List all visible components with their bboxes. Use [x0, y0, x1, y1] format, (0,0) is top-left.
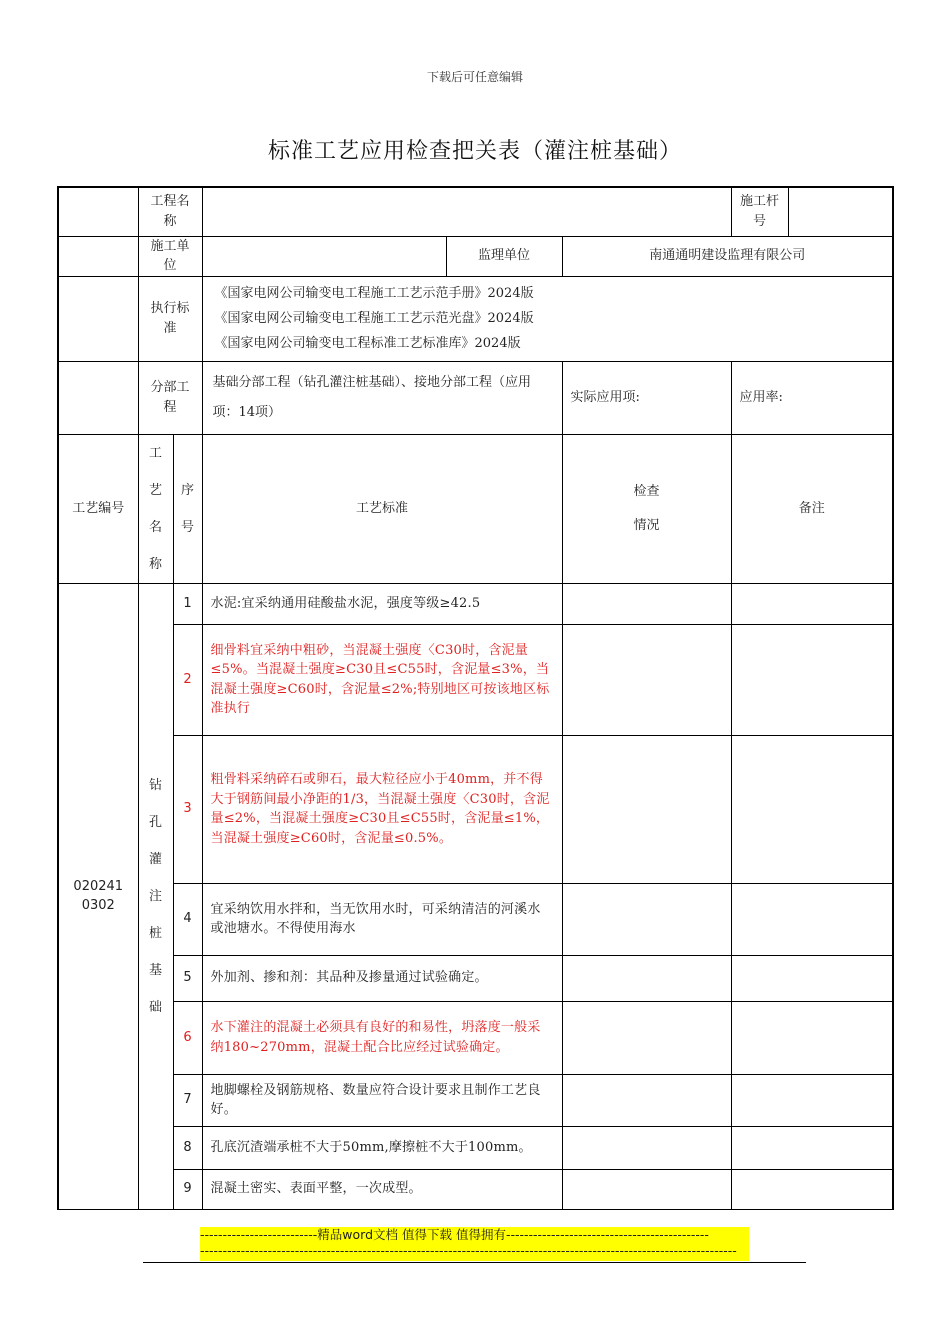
construction-unit-value[interactable]: [202, 236, 446, 276]
process-name: 钻孔灌注桩基础: [138, 583, 173, 1209]
standard-item: 《国家电网公司输变电工程施工工艺示范手册》2024版: [214, 286, 534, 301]
column-header-row: [58, 434, 893, 583]
promo-line: --------------------------精品word文档 值得下载 值得拥有---------------------------------------------: [200, 1227, 709, 1242]
inspection-table: [57, 186, 894, 1210]
promo-banner: [200, 1227, 749, 1261]
item-remarks-cell[interactable]: [731, 735, 893, 883]
promo-line: -----------------------------------------------------------------------------------------------------------------------: [200, 1243, 737, 1258]
column-name-header: 工艺名称: [138, 434, 173, 583]
tower-no-value[interactable]: [788, 187, 893, 236]
item-check-cell[interactable]: [562, 955, 731, 1001]
column-check-header: 检查情况: [562, 434, 731, 583]
table-row: [58, 735, 893, 883]
item-remarks-cell[interactable]: [731, 1169, 893, 1209]
project-name-label: 工程名称: [138, 187, 202, 236]
table-row: [58, 1169, 893, 1209]
project-name-value[interactable]: [202, 187, 731, 236]
construction-unit-row: [58, 236, 893, 276]
item-seq: 1: [173, 583, 202, 624]
item-remarks-cell[interactable]: [731, 624, 893, 735]
item-remarks-cell[interactable]: [731, 1074, 893, 1126]
item-seq: 2: [173, 624, 202, 735]
supervision-unit-label: 监理单位: [446, 236, 562, 276]
tower-no-label: 施工杆号: [731, 187, 788, 236]
blank-cell: [58, 276, 138, 361]
item-remarks-cell[interactable]: [731, 1126, 893, 1169]
supervision-unit-value: 南通通明建设监理有限公司: [562, 236, 893, 276]
item-remarks-cell[interactable]: [731, 583, 893, 624]
item-remarks-cell[interactable]: [731, 1001, 893, 1074]
item-seq: 8: [173, 1126, 202, 1169]
item-seq: 5: [173, 955, 202, 1001]
item-seq: 6: [173, 1001, 202, 1074]
item-seq: 4: [173, 883, 202, 955]
item-standard: 粗骨料采纳碎石或卵石，最大粒径应小于40mm，并不得大于钢筋间最小净距的1/3，当混凝土强度〈C30时，含泥量≤2%，当混凝土强度≥C30且≤C55时，含泥量≤1%，当混凝土强度≥C60时，含泥量≤0.5%。: [202, 735, 562, 883]
column-standard-header: 工艺标准: [202, 434, 562, 583]
item-check-cell[interactable]: [562, 583, 731, 624]
item-seq: 9: [173, 1169, 202, 1209]
sub-project-label: 分部工程: [138, 361, 202, 434]
standard-item: 《国家电网公司输变电工程标准工艺标准库》2024版: [214, 336, 521, 351]
item-standard: 宜采纳饮用水拌和，当无饮用水时，可采纳清洁的河溪水或池塘水。不得使用海水: [202, 883, 562, 955]
table-row: [58, 1126, 893, 1169]
blank-cell: [58, 236, 138, 276]
page-title: 标准工艺应用检查把关表（灌注桩基础）: [267, 139, 682, 164]
item-remarks-cell[interactable]: [731, 883, 893, 955]
item-standard: 水泥:宜采纳通用硅酸盐水泥，强度等级≥42.5: [202, 583, 562, 624]
footer-divider: [143, 1262, 806, 1263]
table-row: [58, 883, 893, 955]
item-check-cell[interactable]: [562, 1169, 731, 1209]
item-seq: 3: [173, 735, 202, 883]
standard-list: [202, 276, 893, 361]
blank-cell: [58, 187, 138, 236]
item-check-cell[interactable]: [562, 883, 731, 955]
item-standard: 孔底沉渣端承桩不大于50mm,摩擦桩不大于100mm。: [202, 1126, 562, 1169]
item-standard: 水下灌注的混凝土必须具有良好的和易性，坍落度一般采纳180~270mm，混凝土配合比应经过试验确定。: [202, 1001, 562, 1074]
column-seq-header: 序号: [173, 434, 202, 583]
item-seq: 7: [173, 1074, 202, 1126]
item-check-cell[interactable]: [562, 1001, 731, 1074]
table-row: [58, 955, 893, 1001]
blank-cell: [58, 361, 138, 434]
column-code-header: 工艺编号: [58, 434, 138, 583]
project-name-row: [58, 187, 893, 236]
table-row: [58, 1001, 893, 1074]
sub-project-row: [58, 361, 893, 434]
header-note: 下载后可任意编辑: [426, 70, 523, 84]
table-row: [58, 624, 893, 735]
application-rate-label: 应用率:: [731, 361, 893, 434]
item-check-cell[interactable]: [562, 624, 731, 735]
item-check-cell[interactable]: [562, 1074, 731, 1126]
sub-project-value: 基础分部工程（钻孔灌注桩基础）、接地分部工程（应用项：14项）: [202, 361, 562, 434]
construction-unit-label: 施工单位: [138, 236, 202, 276]
item-standard: 细骨料宜采纳中粗砂，当混凝土强度〈C30时，含泥量≤5%。当混凝土强度≥C30且≤C55时，含泥量≤3%，当混凝土强度≥C60时，含泥量≤2%;特别地区可按该地区标准执行: [202, 624, 562, 735]
item-standard: 混凝土密实、表面平整，一次成型。: [202, 1169, 562, 1209]
standard-item: 《国家电网公司输变电工程施工工艺示范光盘》2024版: [214, 311, 534, 326]
process-code: 0202410302: [58, 583, 138, 1209]
standard-row: [58, 276, 893, 361]
table-row: [58, 1074, 893, 1126]
actual-applied-label: 实际应用项:: [562, 361, 731, 434]
item-standard: 外加剂、掺和剂：其品种及掺量通过试验确定。: [202, 955, 562, 1001]
standard-label: 执行标准: [138, 276, 202, 361]
column-remarks-header: 备注: [731, 434, 893, 583]
item-check-cell[interactable]: [562, 735, 731, 883]
item-remarks-cell[interactable]: [731, 955, 893, 1001]
item-check-cell[interactable]: [562, 1126, 731, 1169]
table-row: [58, 583, 893, 624]
item-standard: 地脚螺栓及钢筋规格、数量应符合设计要求且制作工艺良好。: [202, 1074, 562, 1126]
